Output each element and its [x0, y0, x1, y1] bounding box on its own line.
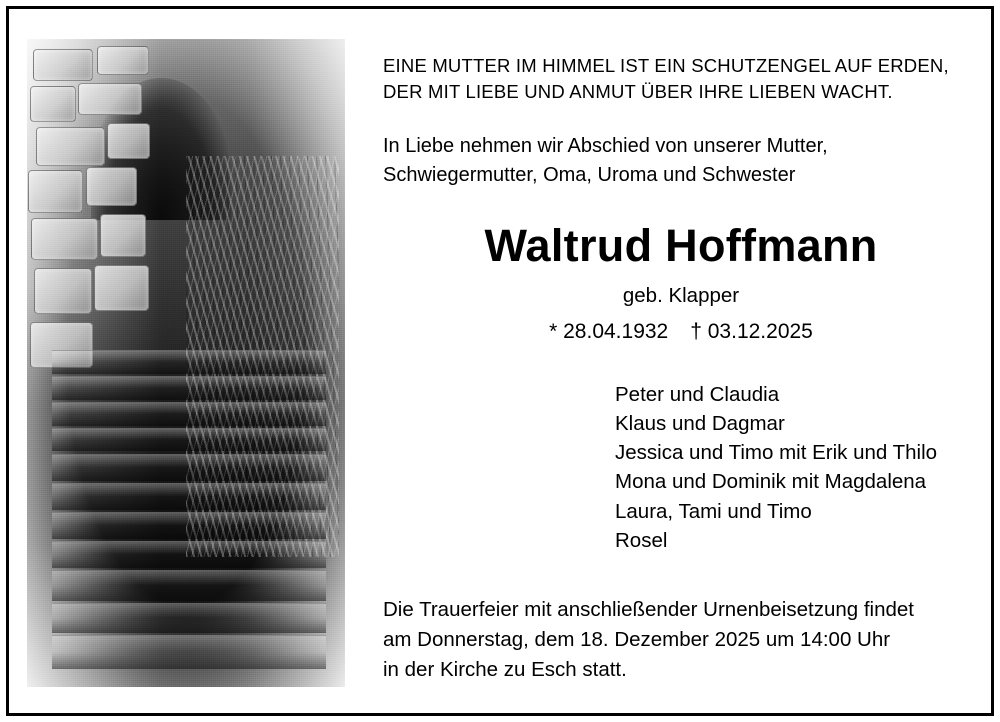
intro-line-1: In Liebe nehmen wir Abschied von unserer Mutter,: [383, 134, 828, 157]
list-item: Mona und Dominik mit Magdalena: [615, 470, 927, 494]
stone-stairway-photograph: [27, 39, 345, 687]
list-item: Peter und Claudia: [615, 382, 780, 406]
intro-text: [383, 132, 969, 190]
text-column: [361, 9, 991, 713]
service-details: [383, 595, 969, 684]
list-item: Laura, Tami und Timo: [615, 499, 812, 523]
list-item: Jessica und Timo mit Erik und Thilo: [615, 441, 938, 465]
service-line-1: Die Trauerfeier mit anschließender Urnenbeisetzung findet: [383, 598, 914, 622]
mourners-list: [615, 380, 969, 556]
intro-line-2: Schwiegermutter, Oma, Uroma und Schwester: [383, 163, 796, 186]
birth-date: * 28.04.1932: [549, 319, 669, 343]
service-line-3: in der Kirche zu Esch statt.: [383, 657, 627, 681]
list-item: Klaus und Dagmar: [615, 411, 785, 435]
memorial-verse: [383, 53, 969, 106]
memorial-photo: [27, 39, 345, 687]
service-line-2: am Donnerstag, dem 18. Dezember 2025 um 14:00 Uhr: [383, 628, 891, 652]
card-content: [9, 9, 991, 713]
maiden-name: geb. Klapper: [622, 283, 740, 307]
death-date: † 03.12.2025: [690, 319, 813, 343]
life-dates: [393, 320, 969, 344]
verse-line-2: DER MIT LIEBE UND ANMUT ÜBER IHRE LIEBEN WACHT.: [383, 81, 893, 103]
photo-column: [9, 9, 361, 713]
list-item: Rosel: [615, 529, 668, 553]
deceased-name: Waltrud Hoffmann: [484, 219, 878, 271]
verse-line-1: EINE MUTTER IM HIMMEL IST EIN SCHUTZENGEL AUF ERDEN,: [383, 55, 949, 76]
photo-grain: [27, 39, 345, 687]
